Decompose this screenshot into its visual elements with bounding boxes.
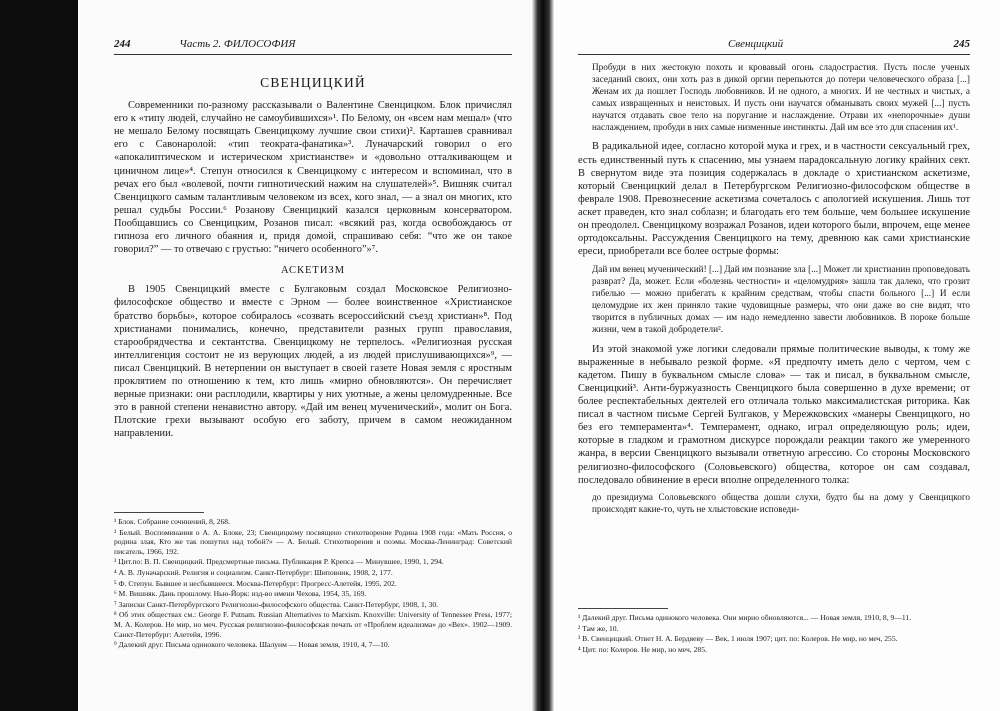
left-running-title: Часть 2. ФИЛОСОФИЯ xyxy=(179,38,296,50)
left-footnote-8: ⁸ Об этих обществах см.: George F. Putnam. Russian Alternatives to Marxism. Knoxville: University of Tennessee Press, 1977; М. А. Колеров. Не мир, но меч. Русская религиозно-философская печать от «Проблем идеализма» до «Вех». 1902—1909. Санкт-Петербург: Алетейя, 1996. xyxy=(114,610,512,639)
chapter-title: СВЕНЦИЦКИЙ xyxy=(260,75,366,90)
right-header-rule xyxy=(578,54,970,55)
section-title: АСКЕТИЗМ xyxy=(280,265,346,277)
right-quote-middle-text: Дай им венец мученический! [...] Дай им познание зла [...] Может ли христианин проповедовать разврат? Да, может. Если «болезнь честности» и «целомудрия» зашла так далеко, что грозит гибелью — можно прибегать к крайним средствам, чтобы спасти больного [...] И если целомудрие их жен приняло такие чудовищные размеры, что они даже во сне видят, что творится в публичных домах — им надо немедленно завести любовников. В пороке больше жизни, чем в такой добродетели². xyxy=(592,264,970,334)
right-footnote-2: ² Там же, 10. xyxy=(578,623,619,633)
right-paragraph-2: Из этой знакомой уже логики следовали прямые политические выводы, к тому же выраженные в небывало резкой форме. «Я предпочту иметь дело с чертом, чем с кадетом. Пишу в буквальном смысле слова» — так и писал, в буквальном смысле, Свенцицкий³. Анти-буржуазность Свенцицкого была совершенно в духе времени; от более респектабельных деятелей его отличала только максималистская риторика. Как писал в частном письме Сергей Булгаков, у Мережковских «манеры Свенцицкого, но без его темперамента»⁴. Темперамент, однако, играл определяющую роль; идеи, которые в гладком и грамотном дискурсе порождали реакции такого же умеренного жанра, в версии Свенцицкого вызывали ответную агрессию. Со стороны Московского религиозно-философского (Соловьевского) общества, которое он сам создавал, последовало обвинение в ереси вполне определенного толка: xyxy=(578,343,970,486)
left-footnote-5: ⁵ Ф. Степун. Бывшее и несбывшееся. Москва-Петербург: Прогресс-Алетейя, 1995, 202. xyxy=(114,578,397,588)
left-footnote-7: ⁷ Записки Санкт-Петербургского Религиозно-философского общества. Санкт-Петербург, 1908, 1, 30. xyxy=(114,599,439,609)
left-footnote-2: ² Белый. Воспоминания о А. А. Блоке, 23; Свенцицкому посвящено стихотворение Родина 1908 года: «Мать Россия, о родина злая, Кто же так пошутил над тобой?» — А. Белый. Стихотворения и поэмы. Москва-Ленинград: Советский писатель, 1966, 192. xyxy=(114,527,512,556)
left-page-number: 244 xyxy=(114,38,131,50)
right-quote-top xyxy=(592,62,970,133)
left-paragraph-2: В 1905 Свенцицкий вместе с Булгаковым создал Московское Религиозно-философское общество и вместе с Эрном — более воинственное «Христианское братство борьбы», которое собиралось «созвать всероссийский съезд христиан»⁸. Под христианами понимались, конечно, представители разных групп православия, старообрядчества и сектантства. Свенцицкому не терпелось. «Религиозная русская интеллигенция состоит не из верующих людей, а из людей прислушивающихся»⁹, — писал Свенцицкий. В нетерпении он выступает в своей газете Новая земля с яростным проклятием по отношению к тем, кто лишь «мирно обновляются». Он перечисляет верные признаки: они расплодили, квартиры у них уютные, а жены целомудренные. Все это в равной степени ненавистно автору. «Дай им венец мученический», молит он Бога. Плотские грехи вызывают особую его заботу, причем в самом неожиданном направлении. xyxy=(114,284,512,440)
left-paragraph-1: Современники по-разному рассказывали о Валентине Свенцицком. Блок причислял его к «типу людей, случайно не самоубившихся»¹. По Белому, он «всем нам мешал» (что не мешало Белому посвящать Свенцицкому лучшие свои стихи)². Карташев сравнивал его с Савонаролой: «тип теократа-фанатика»³. Луначарский говорил о его «апокалиптическом и истерическом христианстве» и «довольно отталкивающем и циничном лице»⁴. Степун относился к Свенцицкому с интересом и вспоминал, что в речах его был «волевой, почти гипнотический нажим на слушателей»⁵. Вишняк считал Свенцицкого самым талантливым человеком из всех, кого знал, — а знал он многих, кто решал судьбы России.⁶ Розанову Свенцицкий казался церковным консерватором. Пообщавшись со Свенцицким, Розанов писал: «всякий раз, когда освобождаюсь от гипноза его личного обаяния и, придя домой, спрашиваю себя: “что же он такое говорил?” — то отвечаю с грустью: “ничего особенного”»⁷. xyxy=(114,100,512,256)
right-page xyxy=(556,0,1000,711)
book-spine-gutter xyxy=(532,0,554,711)
left-header-rule xyxy=(114,54,512,55)
book-left-edge-shadow xyxy=(0,0,78,711)
left-footnote-4: ⁴ А. В. Луначарский. Религия и социализм. Санкт-Петербург: Шиповник, 1908, 2, 177. xyxy=(114,567,393,577)
left-page xyxy=(80,0,532,711)
left-footnote-9: ⁹ Далекий друг. Письма одинокого человека. Шалунм — Новая земля, 1910, 4, 7—10. xyxy=(114,640,390,650)
right-footnote-4: ⁴ Цит. по: Колеров. Не мир, но меч, 285. xyxy=(578,644,707,654)
left-main-text xyxy=(114,66,512,440)
right-footnotes xyxy=(578,608,970,655)
right-footnote-3: ³ В. Свенцицкий. Ответ Н. А. Бердяеву — Век, 1 июля 1907; цит. по: Колеров. Не мир, но меч, 255. xyxy=(578,634,898,644)
right-main-text xyxy=(578,62,970,516)
right-quote-middle xyxy=(592,264,970,335)
right-quote-bottom xyxy=(592,492,970,516)
footnote-rule xyxy=(578,608,668,609)
right-paragraph-1: В радикальной идее, согласно которой мука и грех, и в частности сексуальный грех, есть единственный путь к спасению, мы узнаем парадоксальную логику крайних сект. В свернутом виде эта позиция содержалась в докладе о христианском аскетизме, который Свенцицкий делал в Петербургском Религиозно-философском обществе в феврале 1908. Превознесение аскетизма сочеталось с апологией искушения. Лишь тот аскет праведен, кто знал соблазн; и благодать его тем больше, чем большее искушение он преодолел. Свенцицкому возражал Розанов, идеи которого были, впрочем, еще менее ортодоксальны. Рассуждения Свенцицкого на тему, древнюю как сами христианские ереси, приобретали все более острые формы: xyxy=(578,141,970,258)
left-footnote-3: ³ Цит.по: В. П. Свенцицкий. Предсмертные письма. Публикация Р. Крепса — Минувшее, 1990, 1, 294. xyxy=(114,557,444,567)
left-footnote-1: ¹ Блок. Собрание сочинений, 8, 268. xyxy=(114,517,230,526)
footnote-rule xyxy=(114,512,204,513)
right-quote-bottom-text: до президиума Соловьевского общества дошли слухи, будто бы на дому у Свенцицкого происходят какие-то, чуть не хлыстовские исповеди- xyxy=(592,491,970,514)
right-page-number: 245 xyxy=(953,38,970,50)
right-running-title: Свенцицкий xyxy=(728,38,784,50)
right-quote-top-text: Пробуди в них жестокую похоть и кровавый огонь сладострастия. Пусть после ученых заседаний своих, они хоть раз в дикой оргии перепьются до потери человеческого образа [...] Женам их да пошлет Господь любовников. И не одного, а многих. И не честных и чистых, а самых извращенных и неистовых. И пусть они научатся обманывать своих мужей [...] пусть научатся отдавать свое тело на поругание и наслаждение. Отрави их «непорочные» души наслаждением, пробуди в них самые низменные инстинкты. Дай им все это для спасения их¹. xyxy=(592,62,970,132)
left-running-head xyxy=(114,38,296,50)
right-footnote-1: ¹ Далекий друг. Письма одинокого человека. Они мирно обновляются... — Новая земля, 1910, 8, 9—11. xyxy=(578,613,912,622)
left-footnotes xyxy=(114,512,512,651)
left-footnote-6: ⁶ М. Вишняк. Дань прошлому. Нью-Йорк: изд-во имени Чехова, 1954, 35, 169. xyxy=(114,589,367,599)
